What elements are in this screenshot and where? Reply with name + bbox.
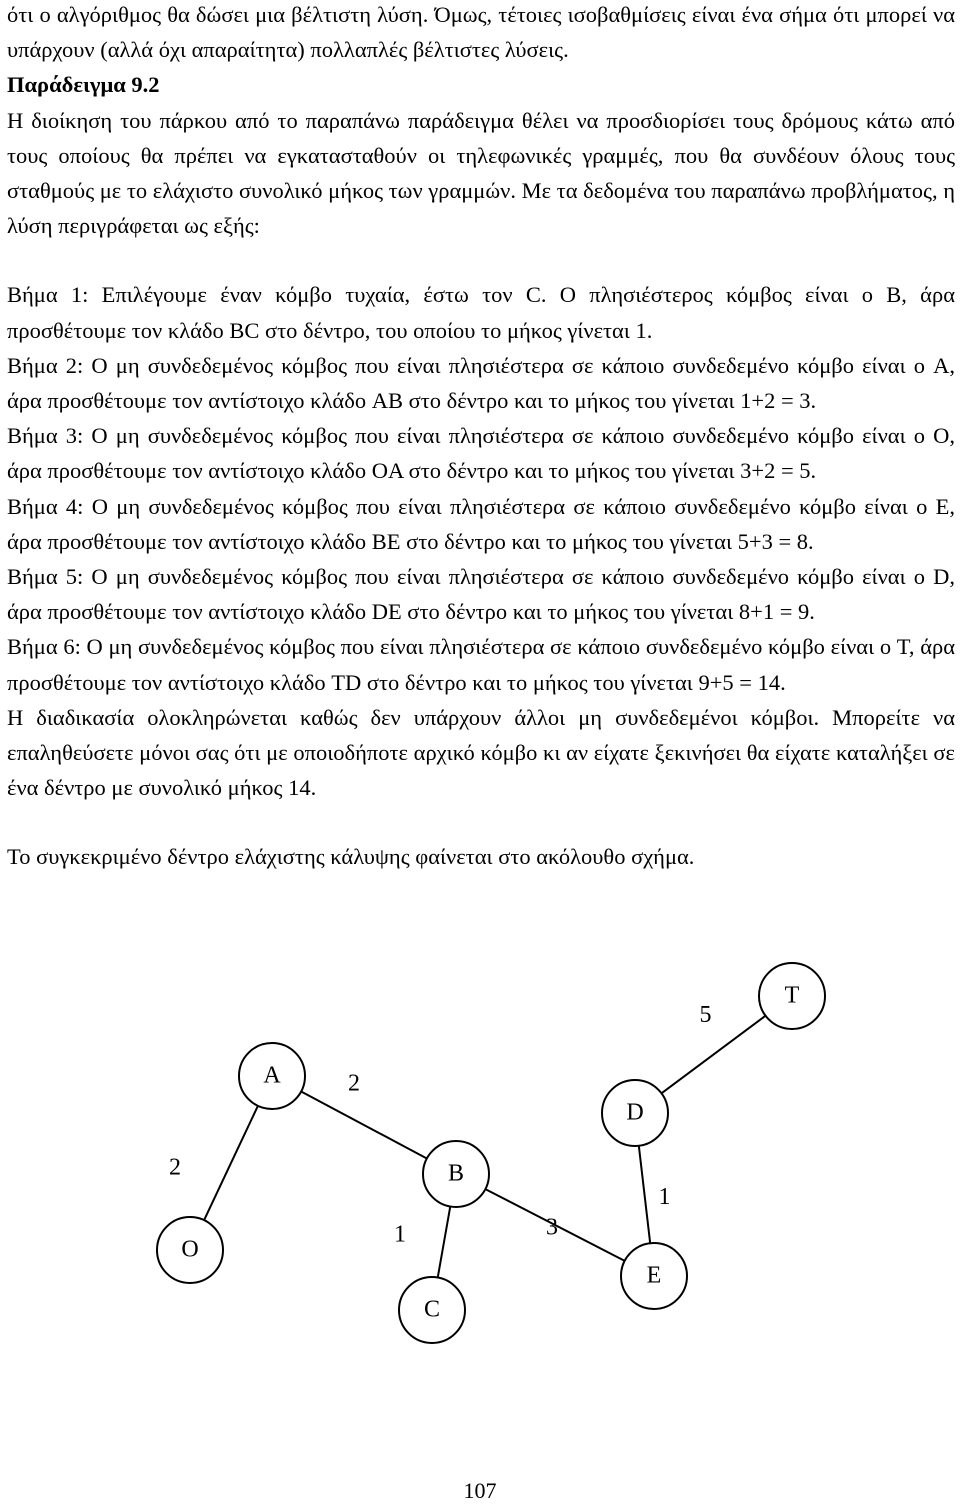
spanning-tree-diagram [0,960,960,1380]
figure-caption: Το συγκεκριμένο δέντρο ελάχιστης κάλυψης φαίνεται στο ακόλουθο σχήμα. [7,844,695,870]
edge-weight-D-T: 5 [699,1002,712,1029]
step-5: Βήμα 5: Ο μη συνδεδεμένος κόμβος που είναι πλησιέστερα σε κάποιο συνδεδεμένο κόμβο είναι ο D, άρα προσθέτουμε τον αντίστοιχο κλάδο DE στο δέντρο και το μήκος του γίνεται 8+1 = 9. [7,564,955,625]
step-6: Βήμα 6: Ο μη συνδεδεμένος κόμβος που είναι πλησιέστερα σε κάποιο συνδεδεμένο κόμβο είναι ο T, άρα προσθέτουμε τον αντίστοιχο κλάδο TD στο δέντρο και το μήκος του γίνεται 9+5 = 14. [7,634,955,695]
edge-weight-B-E: 3 [546,1214,558,1241]
conclusion: Η διαδικασία ολοκληρώνεται καθώς δεν υπάρχουν άλλοι μη συνδεδεμένοι κόμβοι. Μπορείτε να επαληθεύσετε μόνοι σας ότι με οποιοδήποτε αρχικό κόμβο κι αν είχατε ξεκινήσει θα είχατε καταλήξει σε ένα δέντρο με συνολικό μήκος 14. [7,704,955,801]
node-label-C: C [423,1296,441,1323]
step-3: Βήμα 3: Ο μη συνδεδεμένος κόμβος που είναι πλησιέστερα σε κάποιο συνδεδεμένο κόμβο είναι ο O, άρα προσθέτουμε τον αντίστοιχο κλάδο OA στο δέντρο και το μήκος του γίνεται 3+2 = 5. [7,423,955,484]
edge-weight-O-A: 2 [169,1154,181,1181]
edge-O-A [204,1106,258,1220]
node-label-D: D [626,1099,644,1126]
node-label-O: O [181,1236,199,1263]
edge-weight-D-E: 1 [658,1184,671,1211]
step-2: Βήμα 2: Ο μη συνδεδεμένος κόμβος που είναι πλησιέστερα σε κάποιο συνδεδεμένο κόμβο είναι ο A, άρα προσθέτουμε τον αντίστοιχο κλάδο AB στο δέντρο και το μήκος του γίνεται 1+2 = 3. [7,352,955,414]
step-4: Βήμα 4: Ο μη συνδεδεμένος κόμβος που είναι πλησιέστερα σε κάποιο συνδεδεμένο κόμβο είναι ο E, άρα προσθέτουμε τον αντίστοιχο κλάδο BE στο δέντρο και το μήκος του γίνεται 5+3 = 8. [7,493,955,554]
edge-D-T [661,1016,765,1094]
page-number: 107 [463,1478,497,1503]
example-intro: Η διοίκηση του πάρκου από το παραπάνω παράδειγμα θέλει να προσδιορίσει τους δρόμους κάτω από τους οποίους θα πρέπει να εγκατασταθούν οι τηλεφωνικές γραμμές, που θα συνδέουν όλους τους σταθμούς με το ελάχιστο συνολικό μήκος των γραμμών. Με τα δεδομένα του παραπάνω προβλήματος, η λύση περιγράφεται ως εξής: [7,107,955,239]
edge-B-C [438,1206,451,1277]
spanning-tree-figure [0,960,960,1380]
node-label-B: B [447,1160,465,1187]
document-page [7,0,955,875]
node-label-E: E [646,1262,662,1289]
node-label-A: A [263,1062,281,1089]
node-label-T: T [784,982,800,1009]
spacer [7,243,955,277]
paragraph-intro: ότι ο αλγόριθμος θα δώσει μια βέλτιστη λύση. Όμως, τέτοιες ισοβαθμίσεις είναι ένα σήμα ότι μπορεί να υπάρχουν (αλλά όχι απαραίτητα) πολλαπλές βέλτιστες λύσεις. [7,2,955,63]
edge-weight-A-B: 2 [348,1070,360,1097]
example-heading: Παράδειγμα 9.2 [7,72,160,98]
step-1: Βήμα 1: Επιλέγουμε έναν κόμβο τυχαία, έστω τον C. Ο πλησιέστερος κόμβος είναι ο B, άρα προσθέτουμε τον κλάδο BC στο δέντρο, του οποίου το μήκος γίνεται 1. [7,282,955,343]
spacer [7,805,955,839]
edge-D-E [639,1146,650,1243]
edge-weight-B-C: 1 [394,1221,406,1248]
edge-A-B [301,1092,427,1159]
